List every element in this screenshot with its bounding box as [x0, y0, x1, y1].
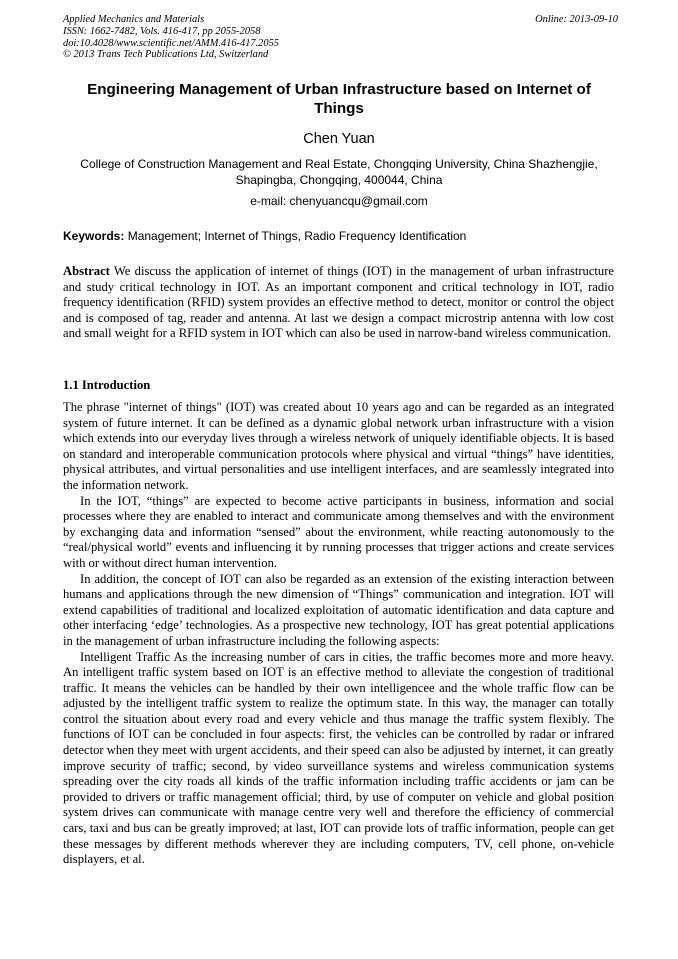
- abstract-label: Abstract: [63, 264, 110, 278]
- copyright-line: © 2013 Trans Tech Publications Ltd, Switzerland: [63, 49, 269, 61]
- paper-author: Chen Yuan: [303, 131, 375, 147]
- author-email: e-mail: chenyuancqu@gmail.com: [250, 194, 428, 208]
- paragraph: In the IOT, “things” are expected to become active participants in business, information and social processes where they are enabled to interact and communicate among themselves and with the environment by exchanging data and information “sensed” about the environment, while reacting autonomously to the “real/physical world” events and influencing it by running processes that trigger actions and create services with or without direct human intervention.: [63, 493, 614, 570]
- online-date: Online: 2013-09-10: [535, 14, 618, 25]
- paragraph: The phrase "internet of things" (IOT) was created about 10 years ago and can be regarded as an integrated system of future internet. It can be defined as a dynamic global network urban infrastructure with a vision which extends into our everyday lives through a wireless network of uniquely identifiable objects. It is based on standard and interoperable communication protocols where physical and virtual “things” have identities, physical attributes, and virtual personalities and use intelligent interfaces, and are seamlessly integrated into the information network.: [63, 400, 614, 492]
- keywords-text: Management; Internet of Things, Radio Frequency Identification: [124, 229, 467, 243]
- issn-line: ISSN: 1662-7482, Vols. 416-417, pp 2055-2058: [63, 25, 261, 37]
- author-affiliation: College of Construction Management and Real Estate, Chongqing University, China Shazhengjie, Shapingba, Chongqing, 400044, China: [80, 157, 598, 187]
- abstract: [63, 264, 614, 342]
- journal-header: [63, 14, 618, 61]
- keywords: [63, 228, 615, 244]
- paragraph: Intelligent Traffic As the increasing number of cars in cities, the traffic becomes more and more heavy. An intelligent traffic system based on IOT is an effective method to alleviate the congestion of traditional traffic. It means the vehicles can be handled by their own intelligencee and the whole traffic flow can be adjusted by the intelligent traffic system to realize the optimum state. In this way, the manager can totally control the situation about every road and every vehicle and thus manage the traffic system flexibly. The functions of IOT can be concluded in four aspects: first, the vehicles can be controlled by radar or infrared detector when they meet with urgent accidents, and their speed can also be adjusted by internet, it can greatly improve security of traffic; second, by video surveillance systems and wireless communication systems spreading over the city roads all kinds of the traffic information including traffic accidents or jam can be provided to drivers or traffic management official; third, by use of computer on vehicle and global position system drives can communicate with manage centre very well and therefore the efficiency of commercial cars, taxi and bus can be greatly improved; at last, IOT can provide lots of traffic information, people can get these messages by different methods wherever they are including computers, TV, cell phone, on-vehicle displayers, et al.: [63, 649, 614, 867]
- paper-title: Engineering Management of Urban Infrastructure based on Internet of Things: [87, 81, 591, 117]
- abstract-text: We discuss the application of internet of things (IOT) in the management of urban infrastructure and study critical technology in IOT. As an important component and critical technology in IOT, radio frequency identification (RFID) system provides an effective method to detect, monitor or control the object and is composed of tag, reader and antenna. At last we design a compact microstrip antenna with low cost and small weight for a RFID system in IOT which can also be used in narrow-band wireless communication.: [63, 264, 614, 341]
- paragraph: In addition, the concept of IOT can also be regarded as an extension of the existing interaction between humans and applications through the new dimension of “Things” communication and integration. IOT will extend capabilities of traditional and localized exploitation of automatic identification and data capture and other interfacing ‘edge’ technologies. As a prospective new technology, IOT has great potential applications in the management of urban infrastructure including the following aspects:: [63, 571, 614, 648]
- doi-line: doi:10.4028/www.scientific.net/AMM.416-417.2055: [63, 37, 279, 49]
- journal-name: Applied Mechanics and Materials: [63, 14, 205, 25]
- section-heading-introduction: 1.1 Introduction: [63, 378, 151, 392]
- keywords-label: Keywords:: [63, 229, 125, 243]
- introduction-body: [63, 400, 614, 868]
